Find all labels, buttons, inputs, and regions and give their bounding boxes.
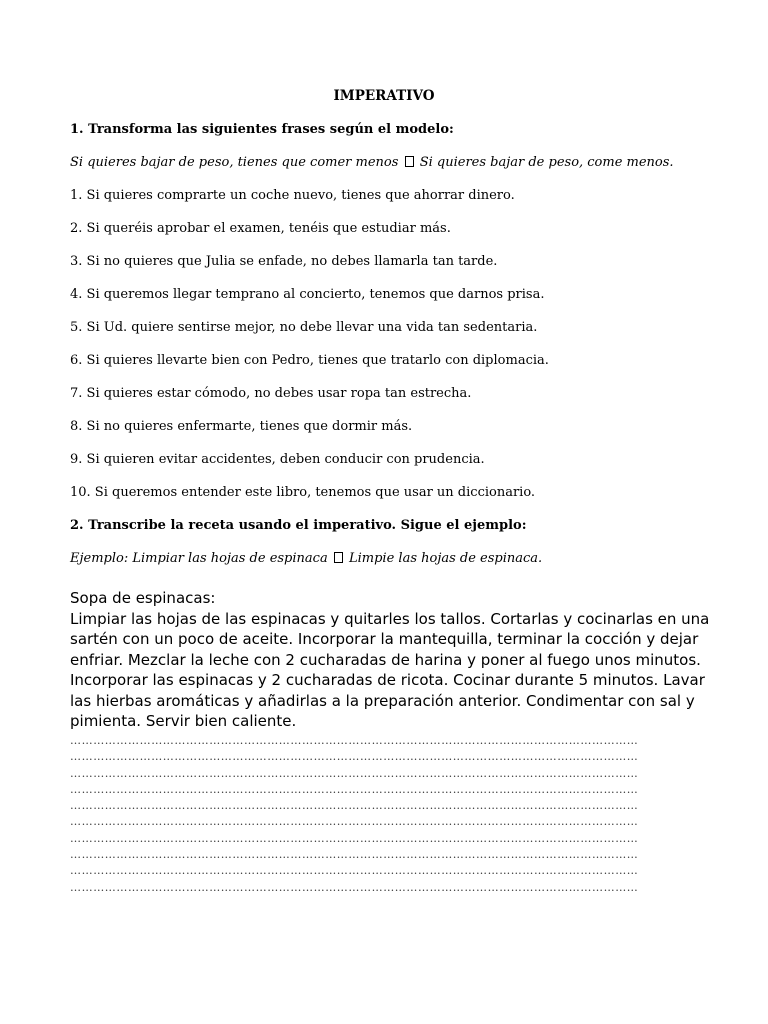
section-2-example [70, 551, 542, 566]
answer-area [70, 733, 690, 896]
exercise-item: 8. Si no quieres enfermarte, tienes que dormir más. [70, 419, 413, 434]
answer-line: ………………………………………………………………………………………………………………………………… [70, 848, 639, 862]
recipe-line: Limpiar las hojas de las espinacas y quitarles los tallos. Cortarlas y cocinarlas en una [70, 609, 710, 628]
answer-line: ………………………………………………………………………………………………………………………………… [70, 815, 639, 829]
answer-line: ………………………………………………………………………………………………………………………………… [70, 782, 639, 796]
exercise-item: 2. Si queréis aprobar el examen, tenéis que estudiar más. [70, 221, 451, 236]
recipe-title: Sopa de espinacas: [70, 589, 216, 607]
answer-line: ………………………………………………………………………………………………………………………………… [70, 766, 639, 780]
recipe-line: pimienta. Servir bien caliente. [70, 712, 297, 730]
example-infinitive: Ejemplo: Limpiar las hojas de espinaca [70, 551, 328, 566]
section-1-model [70, 155, 674, 170]
model-sentence-transformed: Si quieres bajar de peso, come menos. [419, 155, 674, 170]
model-sentence-original: Si quieres bajar de peso, tienes que comer menos [70, 155, 399, 170]
exercise-item: 9. Si quieren evitar accidentes, deben conducir con prudencia. [70, 452, 485, 467]
arrow-placeholder-icon [334, 552, 343, 563]
section-1-heading: 1. Transforma las siguientes frases según el modelo: [70, 122, 454, 137]
exercise-item: 6. Si quieres llevarte bien con Pedro, tienes que tratarlo con diplomacia. [70, 353, 549, 368]
exercise-item: 3. Si no quieres que Julia se enfade, no debes llamarla tan tarde. [70, 254, 498, 269]
answer-line: ………………………………………………………………………………………………………………………………… [70, 831, 639, 845]
exercise-item: 10. Si queremos entender este libro, tenemos que usar un diccionario. [70, 485, 536, 500]
recipe-line: enfriar. Mezclar la leche con 2 cucharadas de harina y poner al fuego unos minutos. [70, 650, 701, 669]
recipe-line: Incorporar las espinacas y 2 cucharadas de ricota. Cocinar durante 5 minutos. Lavar [70, 671, 705, 689]
answer-line: ………………………………………………………………………………………………………………………………… [70, 750, 639, 764]
example-imperative: Limpie las hojas de espinaca. [348, 551, 543, 566]
answer-line: ………………………………………………………………………………………………………………………………… [70, 799, 639, 813]
exercise-item: 1. Si quieres comprarte un coche nuevo, tienes que ahorrar dinero. [70, 188, 515, 203]
recipe-line: las hierbas aromáticas y añadirlas a la preparación anterior. Condimentar con sal y [70, 691, 695, 710]
exercise-item: 7. Si quieres estar cómodo, no debes usar ropa tan estrecha. [70, 386, 472, 401]
exercise-item: 5. Si Ud. quiere sentirse mejor, no debe llevar una vida tan sedentaria. [70, 320, 538, 335]
arrow-placeholder-icon [405, 156, 414, 167]
recipe-text [70, 588, 710, 732]
exercise-item: 4. Si queremos llegar temprano al concierto, tenemos que darnos prisa. [70, 287, 545, 302]
answer-line: ………………………………………………………………………………………………………………………………… [70, 880, 639, 894]
section-2-heading: 2. Transcribe la receta usando el imperativo. Sigue el ejemplo: [70, 518, 527, 533]
answer-line: ………………………………………………………………………………………………………………………………… [70, 864, 639, 878]
answer-line: ………………………………………………………………………………………………………………………………… [70, 734, 639, 747]
page-title: IMPERATIVO [333, 88, 435, 104]
recipe-line: sartén con un poco de aceite. Incorporar la mantequilla, terminar la cocción y dejar [70, 630, 699, 648]
